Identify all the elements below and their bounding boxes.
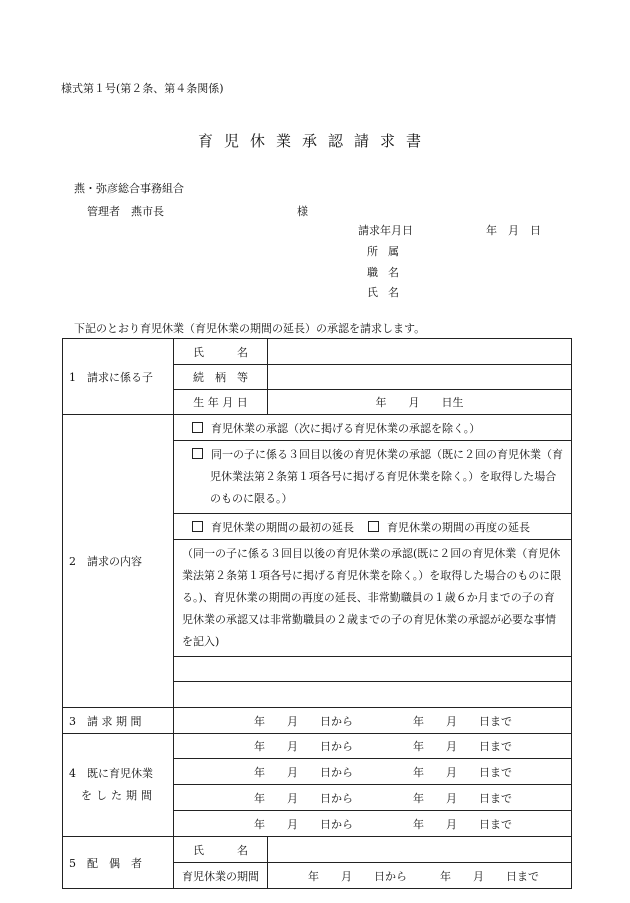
section1-label: 1 請求に係る子 <box>63 339 174 415</box>
spouse-leave-label: 育児休業の期間 <box>174 863 268 889</box>
past-to: 年 月 日まで <box>413 740 512 753</box>
option-3[interactable] <box>174 514 572 540</box>
position-label: 職名 <box>367 266 409 279</box>
option-2[interactable] <box>174 441 572 514</box>
checkbox-icon[interactable] <box>192 448 203 459</box>
option-1[interactable] <box>174 415 572 441</box>
reason-line-1[interactable] <box>174 657 572 682</box>
period-to: 年 月 日まで <box>413 714 512 728</box>
option-2-text: 同一の子に係る３回目以後の育児休業の承認（既に２回の育児休業（育児休業法第２条第１項各号に掲げる育児休業を除く。）を取得した場合のものに限る。） <box>210 448 563 505</box>
request-date-label: 請求年月日 <box>358 224 413 237</box>
section2-label: 2 請求の内容 <box>63 415 174 708</box>
past-period-1[interactable] <box>174 734 572 759</box>
section4-label <box>63 734 174 837</box>
child-relation-field[interactable] <box>268 365 572 390</box>
child-name-field[interactable] <box>268 339 572 365</box>
section4-label-line1: 4 既に育児休業 <box>69 767 153 780</box>
checkbox-icon[interactable] <box>192 422 203 433</box>
option-3b-text: 育児休業の期間の再度の延長 <box>387 520 530 534</box>
past-to: 年 月 日まで <box>413 817 512 831</box>
spouse-name-label: 氏 名 <box>174 837 268 863</box>
option-1-text: 育児休業の承認（次に掲げる育児休業の承認を除く。） <box>211 421 481 435</box>
child-name-label: 氏 名 <box>174 339 268 365</box>
reason-line-2[interactable] <box>174 682 572 708</box>
section4-label-line2: をした期間 <box>81 789 156 802</box>
past-to: 年 月 日まで <box>413 791 512 805</box>
past-from: 年 月 日から <box>254 817 353 831</box>
option-3a-text: 育児休業の期間の最初の延長 <box>211 520 354 534</box>
past-to: 年 月 日まで <box>413 765 512 779</box>
past-from: 年 月 日から <box>254 765 353 779</box>
affiliation-label: 所属 <box>367 245 409 258</box>
request-date-fields[interactable]: 年 月 日 <box>486 224 541 237</box>
request-form-table <box>62 338 572 889</box>
past-period-4[interactable] <box>174 811 572 837</box>
spouse-leave-field[interactable]: 年 月 日から 年 月 日まで <box>268 863 572 889</box>
request-period-field[interactable] <box>174 708 572 734</box>
addressee-org: 燕・弥彦総合事務組合 <box>74 182 184 195</box>
honorific: 様 <box>297 205 308 218</box>
checkbox-icon[interactable] <box>192 521 203 532</box>
checkbox-icon[interactable] <box>368 521 379 532</box>
past-period-3[interactable] <box>174 785 572 811</box>
intro-text: 下記のとおり育児休業（育児休業の期間の延長）の承認を請求します。 <box>74 322 426 335</box>
period-from: 年 月 日から <box>254 714 353 728</box>
past-from: 年 月 日から <box>254 740 353 753</box>
addressee-person: 管理者 燕市長 <box>87 205 164 218</box>
child-dob-label: 生 年 月 日 <box>174 390 268 415</box>
past-period-2[interactable] <box>174 759 572 785</box>
spouse-name-field[interactable] <box>268 837 572 863</box>
child-relation-label: 続 柄 等 <box>174 365 268 390</box>
reason-note: （同一の子に係る３回目以後の育児休業の承認(既に２回の育児休業（育児休業法第２条第１項各号に掲げる育児休業を除く。）を取得した場合のものに限る。)、育児休業の期間の再度の延長、非常勤職員の１歳６か月までの子の育児休業の承認又は非常勤職員の２歳までの子の育児休業の承認が必要な事情を記入) <box>174 540 572 657</box>
past-from: 年 月 日から <box>254 791 353 805</box>
document-title: 育児休業承認請求書 <box>197 132 432 150</box>
form-number: 様式第１号(第２条、第４条関係) <box>61 82 224 95</box>
child-dob-field[interactable]: 年 月 日生 <box>268 390 572 415</box>
section5-label: 5 配 偶 者 <box>63 837 174 889</box>
name-label: 氏名 <box>367 286 409 299</box>
section3-label: 3 請 求 期 間 <box>63 708 174 734</box>
